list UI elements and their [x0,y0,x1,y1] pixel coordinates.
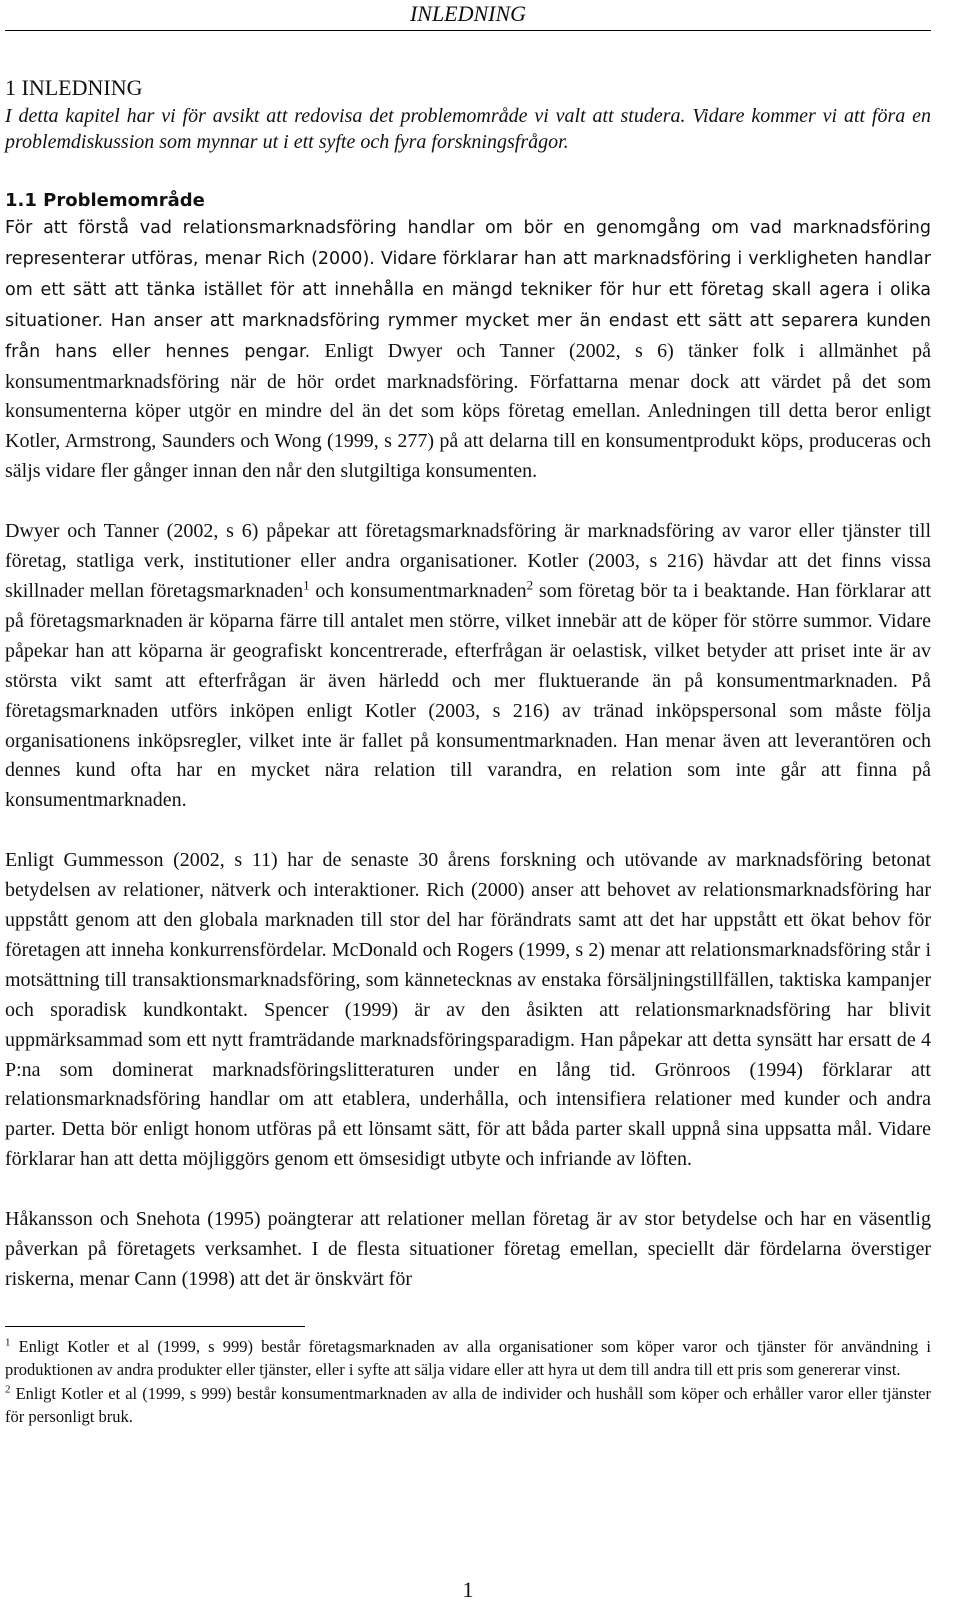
section-heading: 1.1 Problemområde [5,190,205,211]
paragraph-2 [5,517,931,816]
paragraph-2-part-a: Dwyer och Tanner (2002, s 6) påpekar att företagsmarknadsföring är marknadsföring av varor eller tjänster till företag, statliga verk, institutioner eller andra organisationer. Kotler (2003, s 216) hävdar att det finns vissa skillnader mellan företagsmarknaden [5,520,931,602]
paragraph-2-part-c: som företag bör ta i beaktande. Han förklarar att på företagsmarknaden är köparna färre till antalet men större, vilket innebär att de köper för större summor. Vidare påpekar han att köparna är geografiskt koncentrerade, efterfrågan är oelastisk, vilket betyder att priset inte är av största vikt samt att efterfrågan är även härledd och mer fluktuerande än på konsumentmarknaden. På företagsmarknaden utförs inköpen enligt Kotler (2003, s 216) av tränad inköpspersonal som måste följa organisationens inköpsregler, vilket inte är fallet på konsumentmarknaden. Han menar även att leverantören och dennes kund ofta har en mycket nära relation till varandra, en relation som inte går att finna på konsumentmarknaden. [5,579,932,812]
chapter-heading: 1 INLEDNING [5,75,143,100]
footnote-2 [5,1382,931,1429]
paragraph-1 [5,213,931,487]
footnote-ref-2[interactable]: 2 [526,577,534,593]
paragraph-4: Håkansson och Snehota (1995) poängterar att relationer mellan företag är av stor betydelse och har en väsentlig påverkan på företagets verksamhet. I de flesta situationer företag emellan, speciellt där fördelarna överstiger riskerna, menar Cann (1998) att det är önskvärt för [5,1208,931,1290]
running-header: INLEDNING [409,1,527,26]
footnote-1 [5,1335,931,1382]
footnote-mark-1: 1 [5,1336,11,1349]
paragraph-1-part-a: För att förstå vad relationsmarknadsföring handlar om bör en genomgång om vad marknadsföring representerar utföras, menar Rich (2000). [5,218,931,269]
paragraph-3: Enligt Gummesson (2002, s 11) har de senaste 30 årens forskning och utövande av marknadsföring betonat betydelsen av relationer, nätverk och interaktioner. Rich (2000) anser att behovet av relationsmarknadsföring har uppstått genom att den globala marknaden till stor del har förändrats samt att det har uppstått ett ökat behov för företagen att inneha konkurrensfördelar. McDonald och Rogers (1999, s 2) menar att relationsmarknadsföring står i motsättning till transaktionsmarknadsföring, som kännetecknas av enstaka försäljningstillfällen, taktiska kampanjer och sporadisk kundkontakt. Spencer (1999) är av den åsikten att relationsmarknadsföring har blivit uppmärksammad som ett nytt framträdande marknadsföringsparadigm. Han påpekar att detta synsätt har ersatt de 4 P:na som dominerat marknadsföringslitteraturen under en lång tid. Grönroos (1994) förklarar att relationsmarknadsföring handlar om att etablera, underhålla, och intensifiera relationer med kunder och andra parter. Detta bör enligt honom utföras på ett lönsamt sätt, för att båda parter skall uppnå sina uppsatta mål. Vidare förklarar han att detta möjliggörs genom ett ömsesidigt utbyte och infriande av löften. [5,849,931,1171]
footnote-ref-1[interactable]: 1 [303,577,310,593]
header-rule [5,30,931,31]
footnote-text-1: Enligt Kotler et al (1999, s 999) består företagsmarknaden av alla organisationer som köper varor och tjänster för användning i produktionen av andra produkter eller tjänster, eller i syfte att sälja vidare eller att hyra ut dem till andra till ett pris som genererar vinst. [5,1336,931,1380]
paragraph-2-part-b: och konsumentmarknaden [309,579,527,602]
footnote-text-2: Enligt Kotler et al (1999, s 999) består konsumentmarknaden av alla de individer och hushåll som köper och erhåller varor eller tjänster för personligt bruk. [5,1383,931,1427]
paragraph-1-part-c: Enligt Dwyer och Tanner (2002, s 6) tänker folk i allmänhet på konsumentmarknadsföring när de hör ordet marknadsföring. Författarna menar dock att värdet på det som konsumenterna köper utgör en mindre del än det som köps företag emellan. Anledningen till detta beror enligt Kotler, Armstrong, Saunders och Wong (1999, s 277) på att delarna till en konsumentprodukt köps, produceras och säljs vidare fler gånger innan den når den slutgiltiga konsumenten. [5,339,931,483]
footnote-rule [5,1326,305,1327]
document-page [5,0,932,1602]
page-number: 1 [462,1577,474,1602]
footnote-mark-2: 2 [5,1383,11,1396]
paragraph-1-part-b: Vidare förklarar han att marknadsföring i verkligheten handlar om ett sätt att tänka istället för att innehålla en mängd tekniker för hur ett företag skall agera i olika situationer. Han anser att marknadsföring rymmer mycket mer än endast ett sätt att separera kunden från hans eller hennes pengar. [5,248,931,362]
chapter-intro: I detta kapitel har vi för avsikt att redovisa det problemområde vi valt att studera. Vidare kommer vi att föra en problemdiskussion som mynnar ut i ett syfte och fyra forskningsfrågor. [5,105,931,153]
